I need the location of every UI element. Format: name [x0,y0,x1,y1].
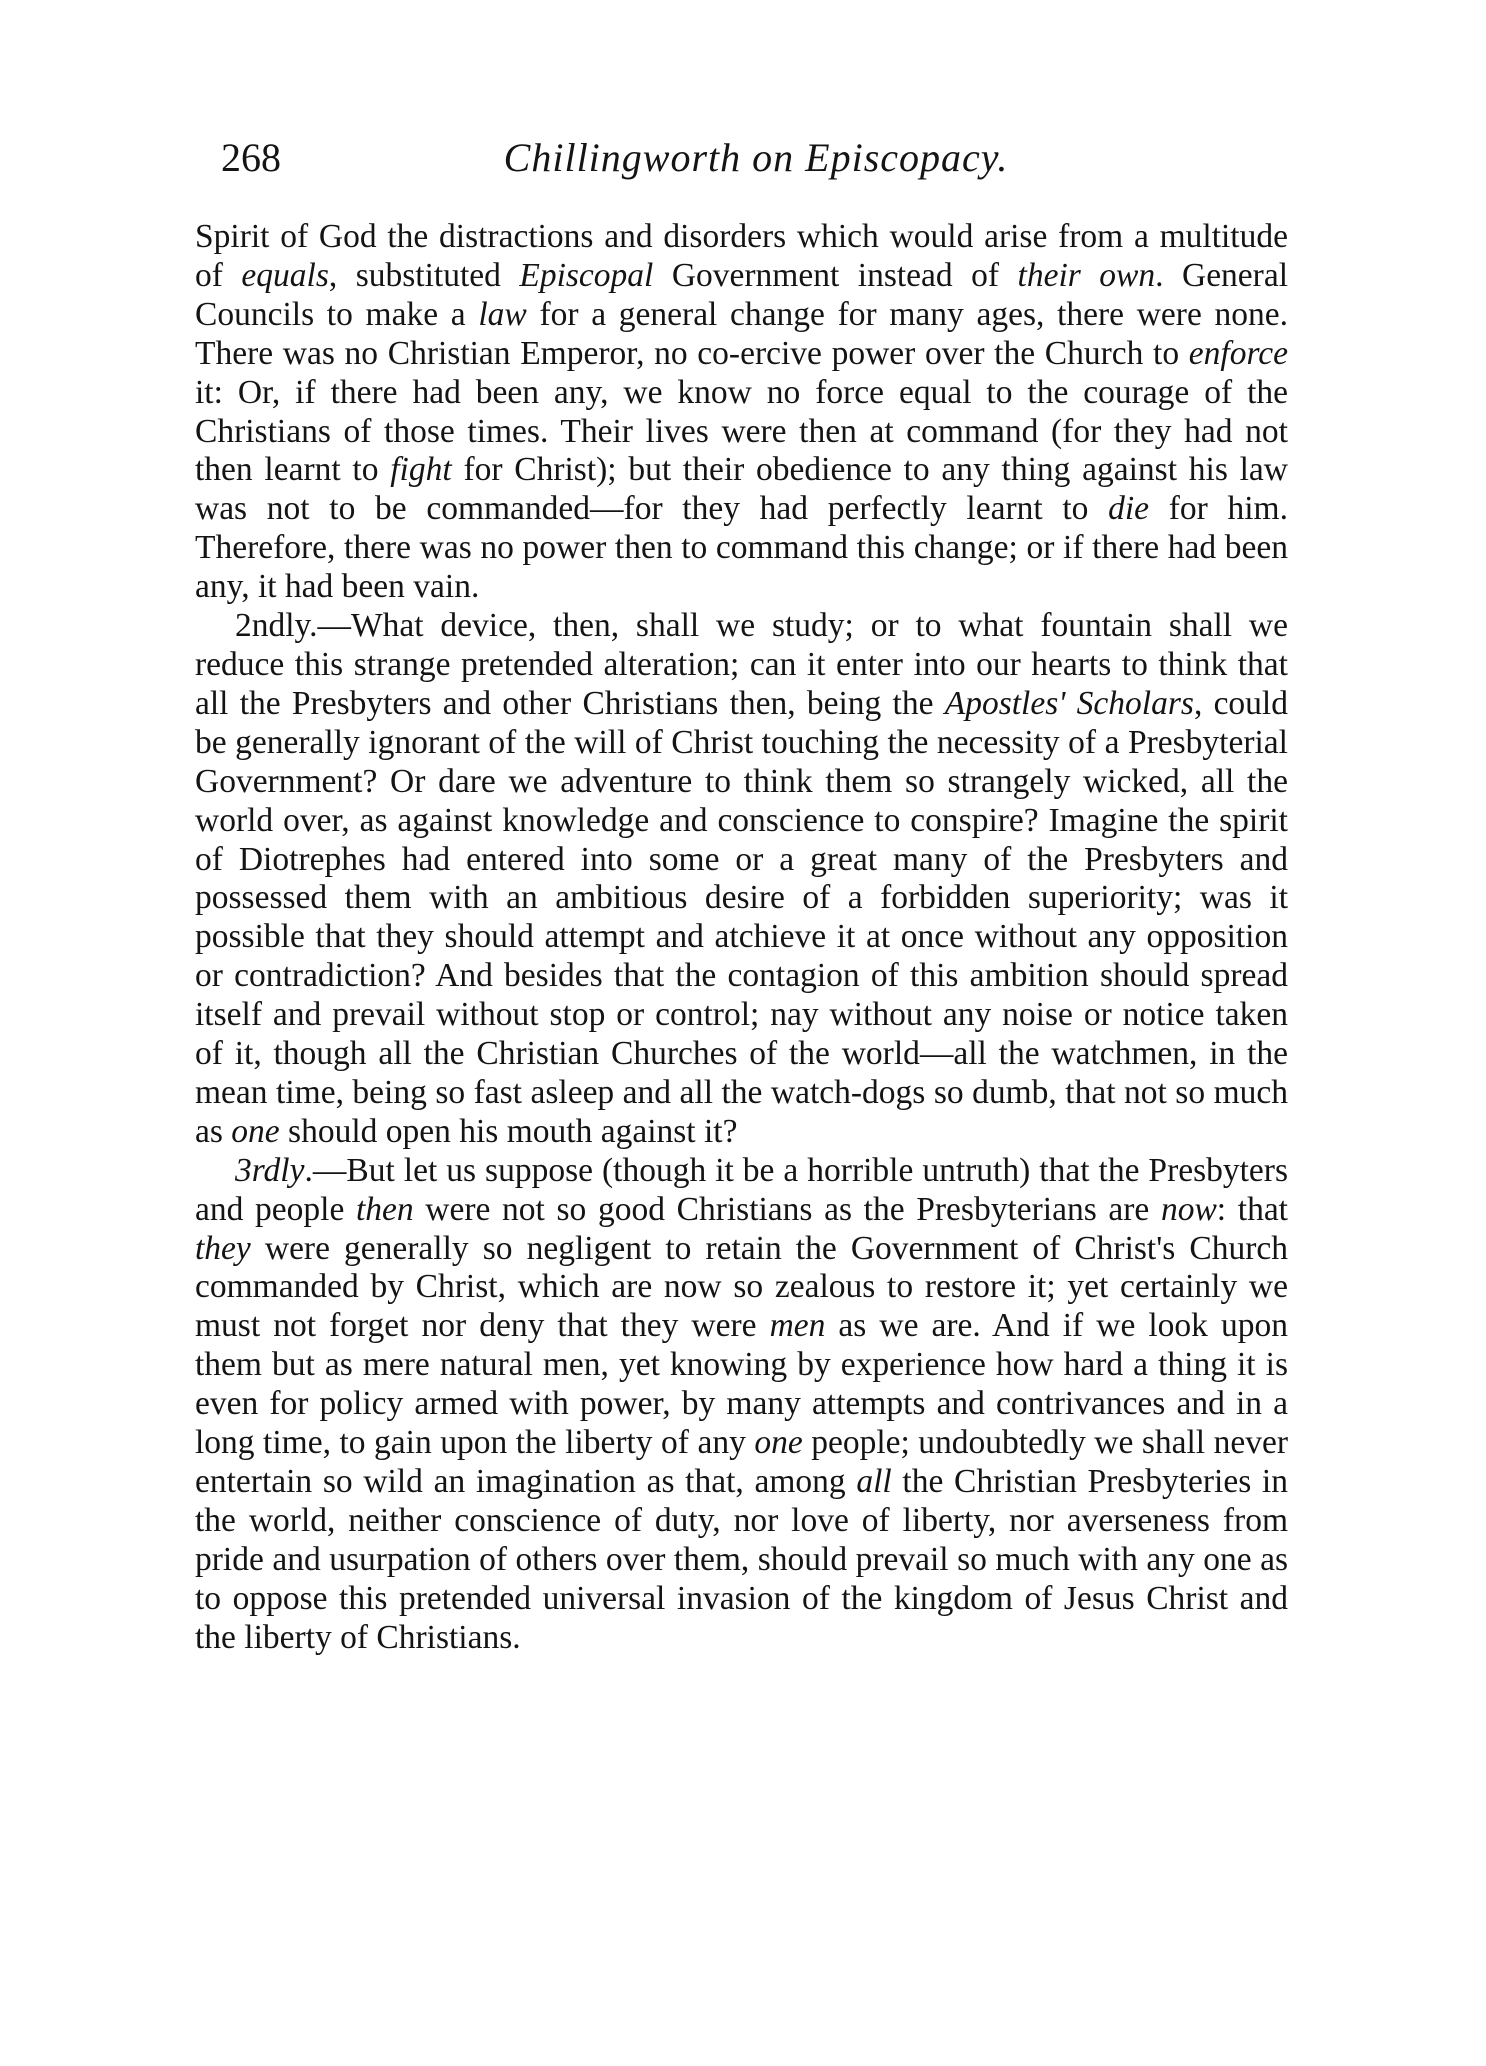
text-run: Spirit of God the distractions and disorders which would arise from a multitude of [195,218,1288,294]
italic-text: Episcopal [519,256,654,294]
italic-text: law [478,295,527,333]
text-run: were not so good Christians as the Presbyterians are [413,1190,1161,1228]
italic-text: they [195,1229,251,1267]
text-run: , could be generally ignorant of the will of Christ touching the necessity of a Presbyterial Government? Or dare we adventure to think them so strangely wicked, all the world over, as against knowledge and conscience to conspire? Imagine the spirit of Diotrephes had entered into some or a great many of the Presbyters and possessed them with an ambitious desire of a forbidden superiority; was it possible that they should attempt and atchieve it at once without any opposition or contradiction? And besides that the contagion of this ambition should spread itself and prevail without stop or control; nay without any noise or notice taken of it, though all the Christian Churches of the world—all the watchmen, in the mean time, being so fast asleep and all the watch-dogs so dumb, that not so much as [195,684,1288,1150]
italic-text: die [1108,490,1150,528]
body-text [195,218,1288,1658]
text-run: it: Or, if there had been any, we know no force equal to the courage of the Christians of those times. Their lives were then at command (for they had not then learnt to [195,373,1288,489]
running-head [221,128,1291,188]
paragraph [195,607,1288,1152]
italic-text: one [754,1424,803,1462]
text-run: , substituted [328,256,520,294]
page-number: 268 [221,135,281,180]
text-run: . General Councils to make a [195,256,1289,333]
text-run: for a general change for many ages, there were none. There was no Christian Emperor, no co-ercive power over the Church to [195,295,1288,372]
italic-text: enforce [1188,334,1288,372]
text-run: for him. Therefore, there was no power then to command this change; or if there had been any, it had been vain. [195,490,1288,606]
text-run: 2ndly.—What device, then, shall we study; or to what fountain shall we reduce this strange pretended alteration; can it enter into our hearts to think that all the Presbyters and other Christians then, being the [195,607,1288,722]
text-run: for Christ); but their obedience to any thing against his law was not to be commanded—for they had perfectly learnt to [195,451,1288,528]
italic-text: their own [1017,256,1156,294]
italic-text: Apostles' Scholars [944,684,1194,722]
text-run: people; undoubtedly we shall never entertain so wild an imagination as that, among [195,1424,1288,1500]
italic-text: one [231,1112,280,1150]
italic-text: all [856,1463,892,1500]
text-run: were generally so negligent to retain the Government of Christ's Church commanded by Christ, which are now so zealous to restore it; yet certainly we must not forget nor deny that they were [195,1229,1288,1345]
italic-text: fight [390,451,452,489]
text-run: : that [1216,1190,1288,1228]
text-run: .—But let us suppose (though it be a horrible untruth) that the Presbyters and people [195,1151,1288,1228]
italic-text: now [1160,1190,1217,1228]
italic-text: equals [241,256,329,294]
italic-text: 3rdly [235,1151,305,1189]
text-run: Government instead of [653,256,1018,294]
italic-text: then [355,1190,414,1228]
italic-text: men [769,1307,826,1345]
text-run: should open his mouth against it? [279,1112,738,1150]
paragraph [195,1152,1288,1658]
running-title: Chillingworth on Episcopacy. [503,135,1009,180]
paragraph [195,218,1288,607]
text-run: the Christian Presbyteries in the world, neither conscience of duty, nor love of liberty, nor averseness from pride and usurpation of others over them, should prevail so much with any one as to oppose this pretended universal invasion of the kingdom of Jesus Christ and the liberty of Christians. [195,1463,1288,1656]
text-run: as we are. And if we look upon them but as mere natural men, yet knowing by experience how hard a thing it is even for policy armed with power, by many attempts and contrivances and in a long time, to gain upon the liberty of any [195,1307,1288,1462]
